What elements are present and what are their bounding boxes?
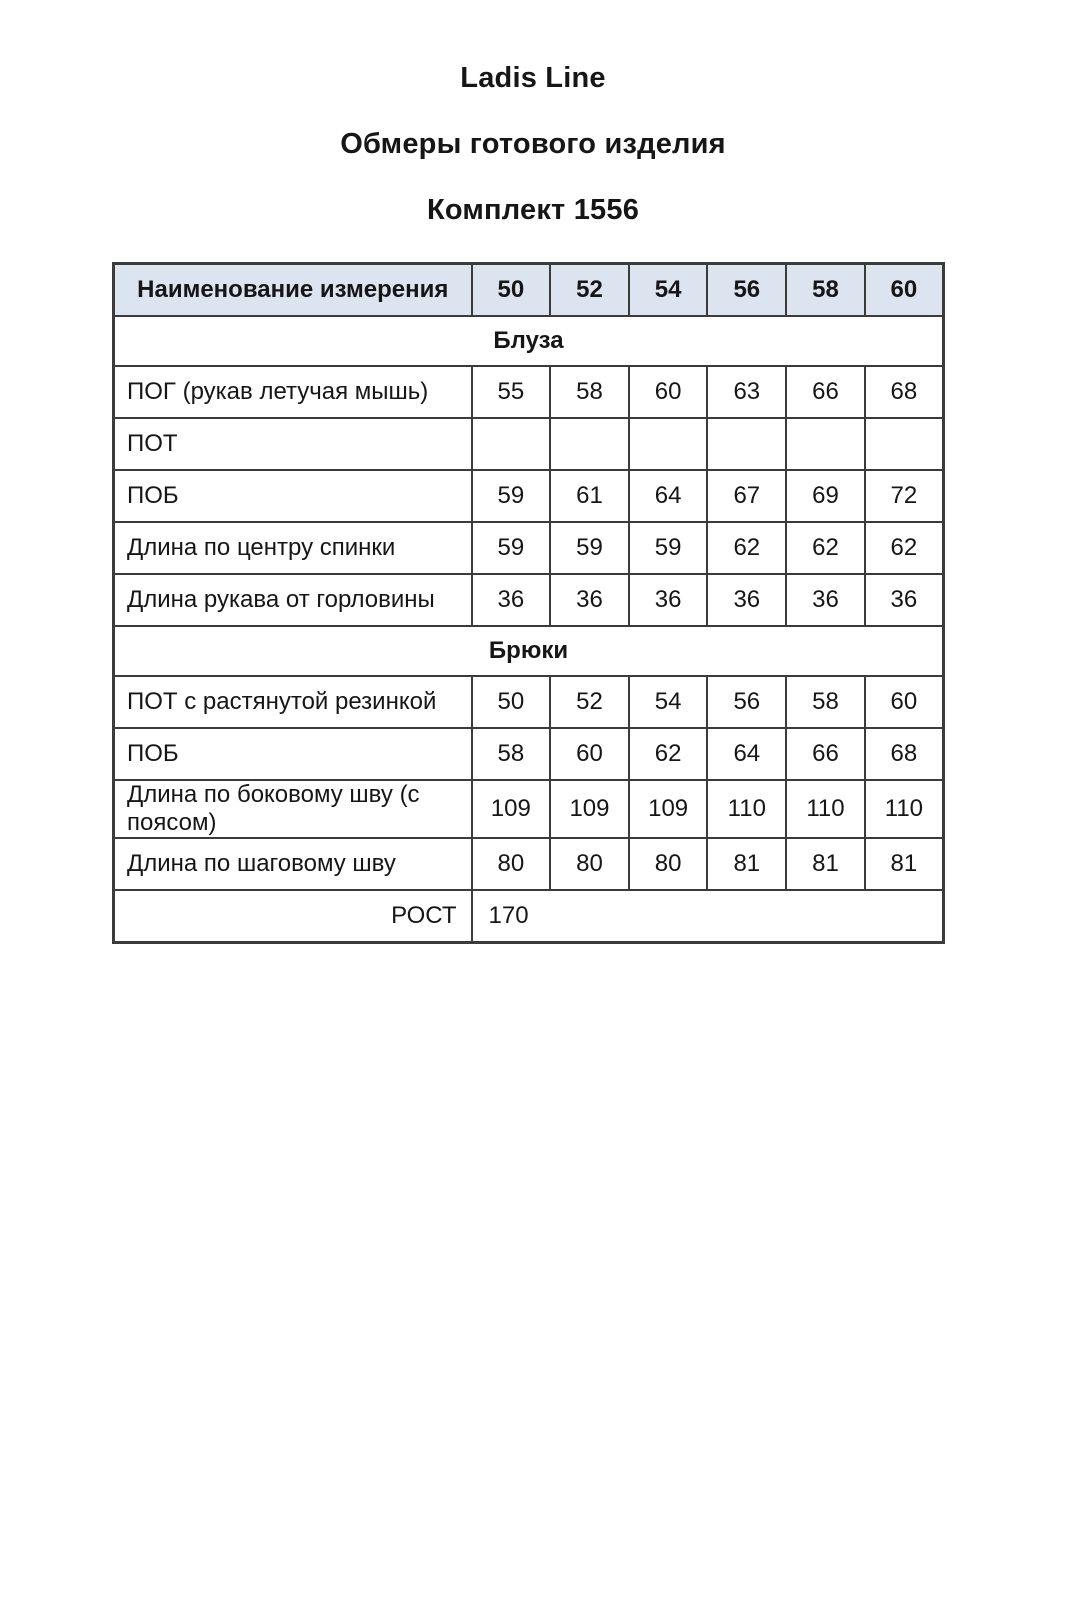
measurement-name-header: Наименование измерения (114, 264, 472, 317)
section-title: Брюки (114, 626, 944, 676)
cell-value: 59 (629, 522, 708, 574)
cell-value: 36 (786, 574, 865, 626)
cell-value: 72 (865, 470, 944, 522)
cell-value: 60 (865, 676, 944, 728)
cell-value: 62 (786, 522, 865, 574)
cell-value: 67 (707, 470, 786, 522)
cell-value: 62 (629, 728, 708, 780)
document-title: Обмеры готового изделия (340, 128, 726, 160)
cell-value: 69 (786, 470, 865, 522)
title-block (0, 0, 1066, 225)
section-row-bluza (114, 316, 944, 366)
table-header-row (114, 264, 944, 317)
brand-title: Ladis Line (460, 62, 606, 94)
cell-value: 59 (472, 470, 551, 522)
rost-label: РОСТ (114, 890, 472, 943)
cell-value: 58 (550, 366, 629, 418)
cell-value: 68 (865, 366, 944, 418)
cell-value: 50 (472, 676, 551, 728)
cell-value: 66 (786, 366, 865, 418)
cell-value: 110 (707, 780, 786, 838)
table-row (114, 470, 944, 522)
row-label: ПОБ (114, 470, 472, 522)
section-title: Блуза (114, 316, 944, 366)
cell-value: 81 (786, 838, 865, 890)
size-table (112, 262, 945, 944)
size-column-header: 56 (707, 264, 786, 317)
cell-value (550, 418, 629, 470)
cell-value: 52 (550, 676, 629, 728)
row-label: Длина по центру спинки (114, 522, 472, 574)
cell-value: 80 (550, 838, 629, 890)
row-label: ПОТ (114, 418, 472, 470)
size-column-header: 52 (550, 264, 629, 317)
cell-value: 54 (629, 676, 708, 728)
cell-value: 64 (629, 470, 708, 522)
cell-value: 110 (865, 780, 944, 838)
cell-value: 80 (629, 838, 708, 890)
cell-value (629, 418, 708, 470)
cell-value: 59 (472, 522, 551, 574)
cell-value: 36 (865, 574, 944, 626)
table-row (114, 780, 944, 838)
cell-value (472, 418, 551, 470)
cell-value: 62 (707, 522, 786, 574)
cell-value: 80 (472, 838, 551, 890)
cell-value: 62 (865, 522, 944, 574)
cell-value: 60 (629, 366, 708, 418)
cell-value: 56 (707, 676, 786, 728)
cell-value: 64 (707, 728, 786, 780)
cell-value: 109 (550, 780, 629, 838)
size-column-header: 54 (629, 264, 708, 317)
row-label: Длина по шаговому шву (114, 838, 472, 890)
cell-value: 36 (550, 574, 629, 626)
cell-value: 36 (629, 574, 708, 626)
table-row (114, 838, 944, 890)
cell-value: 110 (786, 780, 865, 838)
table-row (114, 728, 944, 780)
size-column-header: 50 (472, 264, 551, 317)
row-label: ПОБ (114, 728, 472, 780)
table-row (114, 522, 944, 574)
cell-value: 109 (472, 780, 551, 838)
cell-value: 36 (707, 574, 786, 626)
rost-row (114, 890, 944, 943)
cell-value: 61 (550, 470, 629, 522)
cell-value: 81 (865, 838, 944, 890)
row-label: Длина рукава от горловины (114, 574, 472, 626)
table-row (114, 574, 944, 626)
cell-value: 55 (472, 366, 551, 418)
product-title: Комплект 1556 (426, 194, 640, 226)
size-column-header: 60 (865, 264, 944, 317)
size-column-header: 58 (786, 264, 865, 317)
cell-value (707, 418, 786, 470)
table-row (114, 676, 944, 728)
cell-value: 68 (865, 728, 944, 780)
cell-value (865, 418, 944, 470)
cell-value: 36 (472, 574, 551, 626)
cell-value: 109 (629, 780, 708, 838)
cell-value: 81 (707, 838, 786, 890)
cell-value: 58 (472, 728, 551, 780)
cell-value: 59 (550, 522, 629, 574)
table-row (114, 366, 944, 418)
row-label: ПОГ (рукав летучая мышь) (114, 366, 472, 418)
cell-value: 60 (550, 728, 629, 780)
cell-value: 63 (707, 366, 786, 418)
cell-value: 66 (786, 728, 865, 780)
section-row-bryuki (114, 626, 944, 676)
table-row (114, 418, 944, 470)
row-label: ПОТ с растянутой резинкой (114, 676, 472, 728)
cell-value (786, 418, 865, 470)
cell-value: 58 (786, 676, 865, 728)
rost-value: 170 (472, 890, 944, 943)
row-label: Длина по боковому шву (с поясом) (114, 780, 472, 838)
